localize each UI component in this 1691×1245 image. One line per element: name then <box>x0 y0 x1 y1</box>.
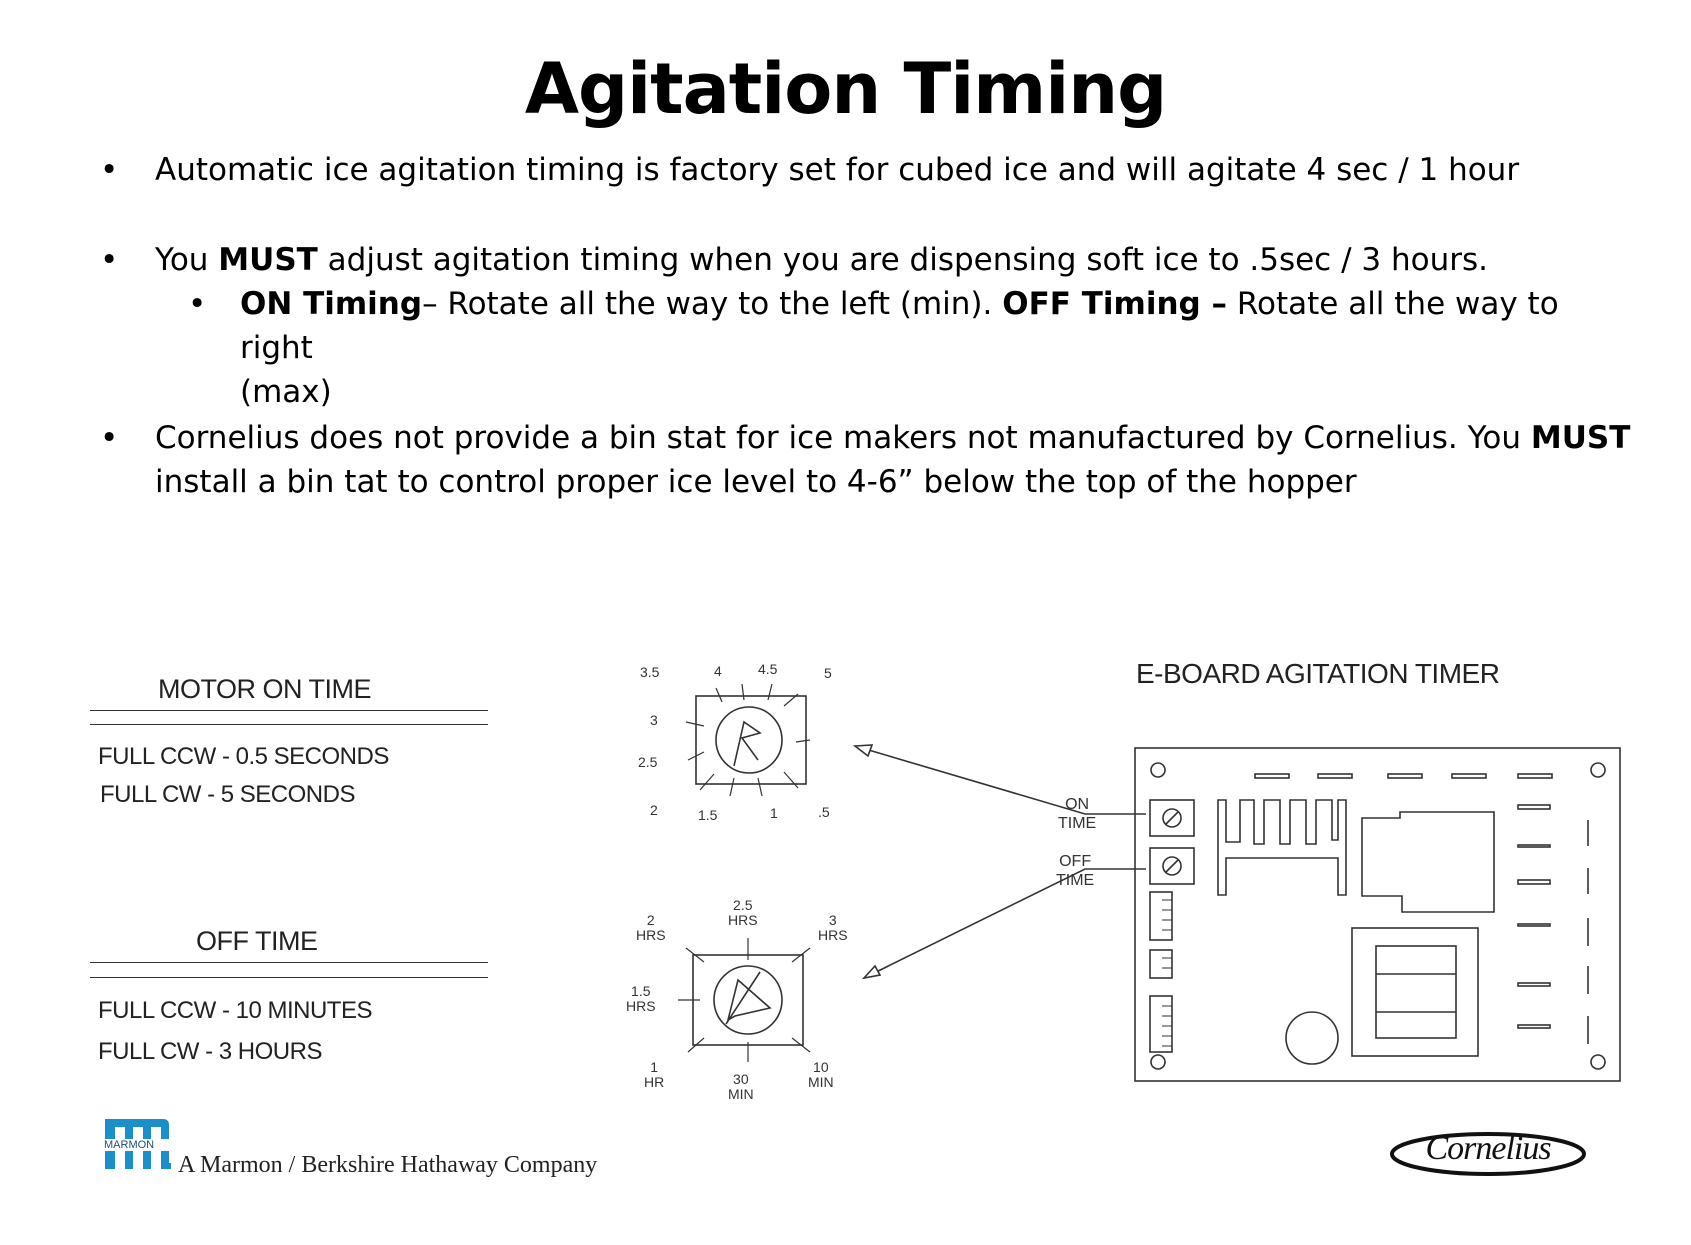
marmon-word: MARMON <box>104 1139 155 1151</box>
bullet-text-line1: Cornelius does not provide a bin stat for ice makers not manufactured by Cornelius. You <box>155 420 1531 456</box>
bullet-text-line2: install a bin tat to control proper ice level to 4-6” below the top of the hopper <box>155 464 1357 500</box>
on-timing-label: ON Timing <box>240 286 423 322</box>
bullet-must-adjust <box>100 238 1488 282</box>
on-dial-tick: 2 <box>650 802 658 818</box>
off-timing-text: Rotate all the way to right <box>240 286 1559 366</box>
divider <box>90 977 488 978</box>
off-time-cw: FULL CW - 3 HOURS <box>98 1038 322 1065</box>
bullet-factory-setting <box>100 148 1520 192</box>
off-time-dial <box>678 938 810 1062</box>
on-dial-tick: 4.5 <box>758 661 778 677</box>
sub-bullet-line2: (max) <box>240 374 332 410</box>
off-time-ccw: FULL CCW - 10 MINUTES <box>98 997 372 1024</box>
motor-on-ccw: FULL CCW - 0.5 SECONDS <box>98 743 389 770</box>
cornelius-wordmark: Cornelius <box>1425 1130 1551 1167</box>
bullet-text-bold: MUST <box>218 242 318 278</box>
on-dial-tick: 1.5 <box>698 807 718 823</box>
bullet-marker: • <box>100 242 119 278</box>
divider <box>90 710 488 711</box>
motor-on-cw: FULL CW - 5 SECONDS <box>100 781 355 808</box>
on-dial-tick: 1 <box>770 805 778 821</box>
arrow-on-time <box>855 745 1146 814</box>
eboard-off-time-label: OFF TIME <box>1056 853 1095 889</box>
on-time-dial <box>686 684 810 796</box>
off-dial-tick: 30 MIN <box>728 1071 754 1102</box>
divider <box>90 724 488 725</box>
on-dial-tick: 3 <box>650 712 658 728</box>
off-dial-tick: 1.5 HRS <box>626 983 656 1014</box>
eboard-on-time-label: ON TIME <box>1058 796 1097 832</box>
off-timing-label: OFF Timing – <box>1002 286 1227 322</box>
marmon-tagline: A Marmon / Berkshire Hathaway Company <box>178 1152 598 1178</box>
arrow-off-time <box>864 869 1146 978</box>
on-dial-tick: 2.5 <box>638 754 658 770</box>
off-dial-tick: 3 HRS <box>818 912 848 943</box>
off-dial-tick: 2.5 HRS <box>728 897 758 928</box>
motor-on-header: MOTOR ON TIME <box>158 674 372 704</box>
on-dial-tick: 3.5 <box>640 664 660 680</box>
bullet-bin-stat <box>100 416 1635 504</box>
bullet-text-pre: You <box>155 242 219 278</box>
bullet-text: Automatic ice agitation timing is factory set for cubed ice and will agitate 4 sec / 1 hour <box>155 152 1520 188</box>
off-dial-tick: 2 HRS <box>636 912 666 943</box>
marmon-logo <box>103 1117 171 1171</box>
eboard-title: E-BOARD AGITATION TIMER <box>1136 658 1500 689</box>
off-time-header: OFF TIME <box>196 926 318 956</box>
on-dial-tick: .5 <box>818 804 830 820</box>
bullet-text-post: adjust agitation timing when you are dispensing soft ice to .5sec / 3 hours. <box>317 242 1488 278</box>
off-dial-tick: 1 HR <box>644 1059 665 1090</box>
bullet-marker: • <box>100 152 119 188</box>
page-title: Agitation Timing <box>524 48 1167 130</box>
on-timing-text: – Rotate all the way to the left (min). <box>422 286 1003 322</box>
divider <box>90 962 488 963</box>
eboard-board <box>1135 748 1620 1081</box>
sub-bullet-timing <box>188 282 1620 414</box>
on-dial-tick: 5 <box>824 665 832 681</box>
bullet-text-bold: MUST <box>1530 420 1631 456</box>
bullet-marker: • <box>100 420 119 456</box>
bullet-marker: • <box>188 286 207 322</box>
on-dial-tick: 4 <box>714 663 722 679</box>
off-dial-tick: 10 MIN <box>808 1059 834 1090</box>
